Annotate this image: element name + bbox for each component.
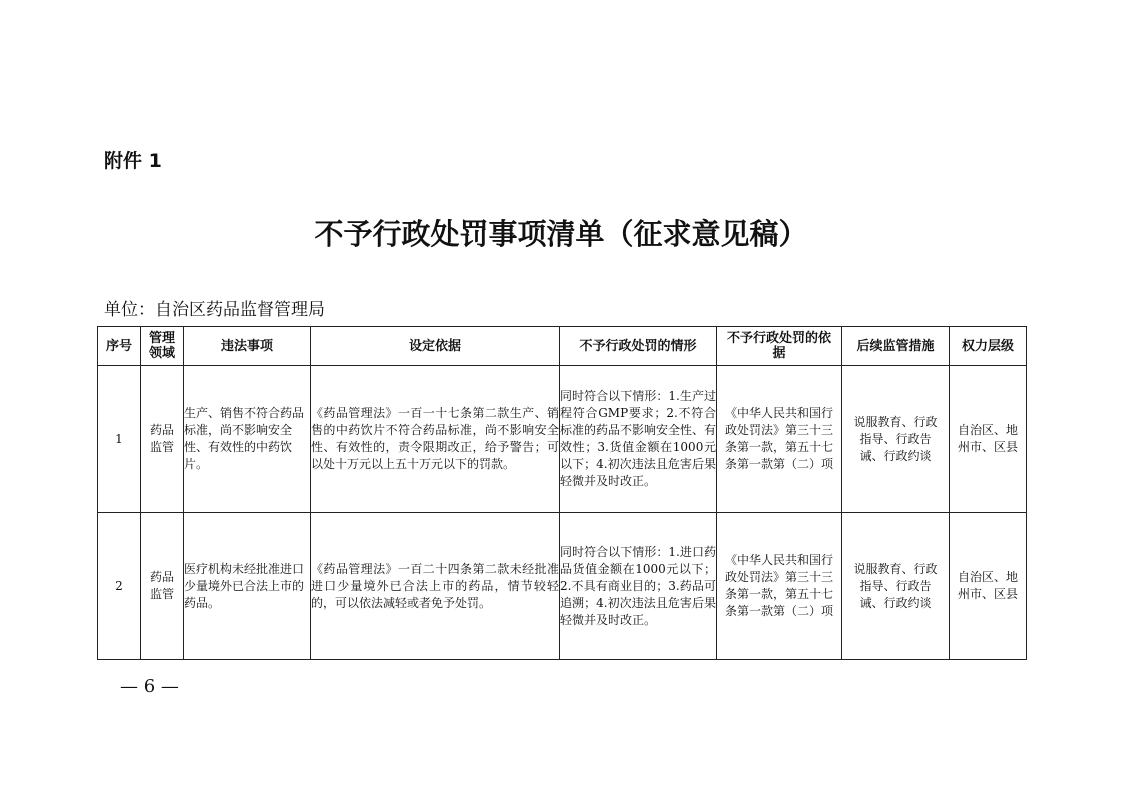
row-conditions: 同时符合以下情形：1.进口药品货值金额在1000元以下；2.不具有商业目的；3.药品可追溯；4.初次违法且危害后果轻微并及时改正。 <box>560 513 717 660</box>
row-exemption-basis: 《中华人民共和国行政处罚法》第三十三条第一款，第五十七条第一款第（二）项 <box>717 366 842 513</box>
header-level: 权力层级 <box>950 327 1027 366</box>
header-no: 序号 <box>98 327 141 366</box>
row-basis: 《药品管理法》一百一十七条第二款生产、销售的中药饮片不符合药品标准，尚不影响安全性、有效性的，责令限期改正，给予警告；可以处十万元以上五十万元以下的罚款。 <box>311 366 560 513</box>
row-level: 自治区、地州市、区县 <box>950 366 1027 513</box>
row-basis: 《药品管理法》一百二十四条第二款未经批准进口少量境外已合法上市的药品，情节较轻的，可以依法减轻或者免予处罚。 <box>311 513 560 660</box>
row-conditions: 同时符合以下情形：1.生产过程符合GMP要求；2.不符合标准的药品不影响安全性、有效性；3.货值金额在1000元以下；4.初次违法且危害后果轻微并及时改正。 <box>560 366 717 513</box>
row-measures: 说服教育、行政指导、行政告诫、行政约谈 <box>842 366 950 513</box>
penalty-exemption-table <box>97 326 1027 660</box>
row-violation: 医疗机构未经批准进口少量境外已合法上市的药品。 <box>184 513 311 660</box>
row-measures: 说服教育、行政指导、行政告诫、行政约谈 <box>842 513 950 660</box>
document-title: 不予行政处罚事项清单（征求意见稿） <box>314 217 808 251</box>
row-no: 1 <box>98 366 141 513</box>
row-level: 自治区、地州市、区县 <box>950 513 1027 660</box>
header-basis: 设定依据 <box>311 327 560 366</box>
page-number: — 6 — <box>120 676 179 697</box>
unit-line: 单位：自治区药品监督管理局 <box>104 300 325 320</box>
header-field: 管理领域 <box>141 327 184 366</box>
table-row <box>98 366 1027 513</box>
row-field: 药品监管 <box>141 513 184 660</box>
row-exemption-basis: 《中华人民共和国行政处罚法》第三十三条第一款，第五十七条第一款第（二）项 <box>717 513 842 660</box>
header-measures: 后续监管措施 <box>842 327 950 366</box>
table-row <box>98 513 1027 660</box>
row-field: 药品监管 <box>141 366 184 513</box>
row-no: 2 <box>98 513 141 660</box>
table-header-row <box>98 327 1027 366</box>
header-violation: 违法事项 <box>184 327 311 366</box>
attachment-label: 附件 1 <box>104 150 162 172</box>
row-violation: 生产、销售不符合药品标准，尚不影响安全性、有效性的中药饮片。 <box>184 366 311 513</box>
header-conditions: 不予行政处罚的情形 <box>560 327 717 366</box>
header-exemption-basis: 不予行政处罚的依据 <box>717 327 842 366</box>
